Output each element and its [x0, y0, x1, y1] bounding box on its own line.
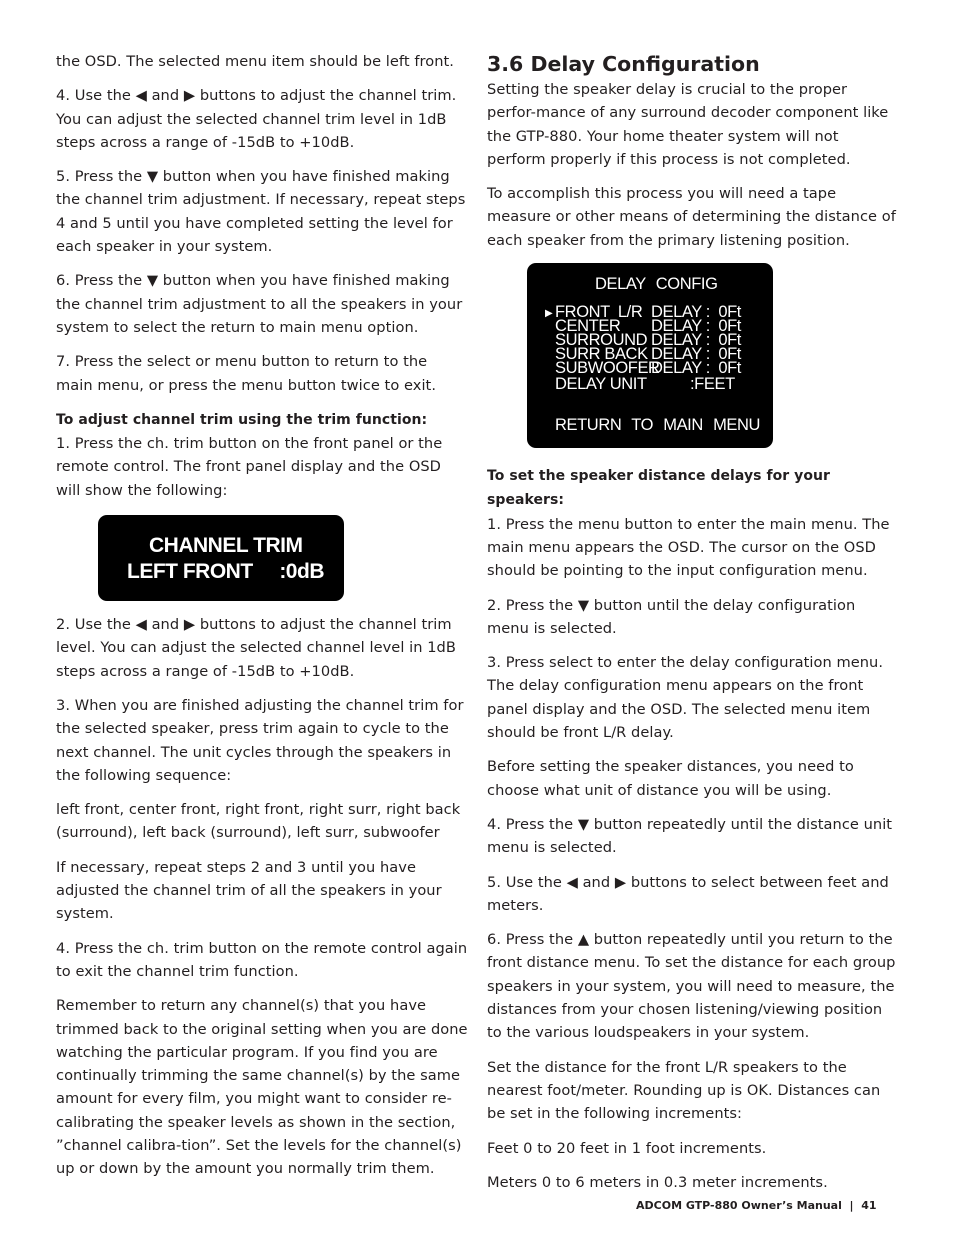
paragraph: left front, center front, right front, right surr, right back (surround), left back (surround), left surr, subwoofer	[56, 801, 461, 842]
paragraph: 1. Press the menu button to enter the main menu. The main menu appears the OSD. The cursor on the OSD should be pointing to the input configuration menu.	[487, 515, 890, 580]
paragraph: 3. Press select to enter the delay configuration menu. The delay configuration menu appears on the front panel display and the OSD. The selected menu item should be front L/R delay.	[487, 654, 884, 742]
osd-row: SURROUND DELAY : 0Ft	[555, 331, 741, 350]
osd-line-2: LEFT FRONT :0dB	[127, 560, 324, 584]
paragraph: 1. Press the ch. trim button on the front panel or the remote control. The front panel display and the OSD will show the following:	[56, 435, 443, 499]
delay-config-osd-display	[527, 263, 773, 448]
osd-row: CENTER DELAY : 0Ft	[555, 317, 741, 336]
paragraph: 2. Use the ◀ and ▶ buttons to adjust the channel trim level. You can adjust the selected channel level in 1dB steps across a range of -15dB to +10dB.	[56, 616, 456, 680]
paragraph: Before setting the speaker distances, you need to choose what unit of distance you will be using.	[487, 758, 854, 799]
paragraph: Feet 0 to 20 feet in 1 foot increments.	[487, 1139, 767, 1157]
osd-rows	[555, 303, 741, 378]
osd-row: SUBWOOFER DELAY : 0Ft	[555, 359, 741, 378]
paragraph: 7. Press the select or menu button to return to the main menu, or press the menu button twice to exit.	[56, 353, 437, 394]
paragraph: To accomplish this process you will need a tape measure or other means of determining the distance of each speaker from the primary listening position.	[487, 185, 896, 249]
paragraph: the OSD. The selected menu item should be left front.	[56, 53, 454, 70]
paragraph: 5. Use the ◀ and ▶ buttons to select between feet and meters.	[487, 873, 889, 914]
osd-return-option: RETURN TO MAIN MENU	[555, 416, 761, 435]
distance-delays-heading: To set the speaker distance delays for your speakers:	[487, 468, 830, 509]
distance-delays-section	[487, 464, 899, 582]
paragraph: 4. Press the ▼ button repeatedly until the distance unit menu is selected.	[487, 815, 893, 857]
paragraph: 6. Press the ▲ button repeatedly until you return to the front distance menu. To set the distance for each group speakers in your system, you will need to measure, the distances from your chosen listening/viewing position to the various loudspeakers in your system.	[487, 931, 896, 1042]
osd-line-1: CHANNEL TRIM	[149, 534, 303, 558]
trim-function-section	[56, 408, 468, 502]
section-heading: 3.6 Delay Configuration	[487, 52, 760, 76]
right-column	[487, 50, 899, 1205]
osd-unit-value: :FEET	[690, 375, 735, 394]
paragraph: If necessary, repeat steps 2 and 3 until you have adjusted the channel trim of all the speakers in your system.	[56, 858, 442, 923]
paragraph: 5. Press the ▼ button when you have finished making the channel trim adjustment. If necessary, repeat steps 4 and 5 until you have completed setting the level for each speaker in your system.	[56, 168, 466, 256]
channel-trim-osd-display	[98, 515, 344, 601]
paragraph: 4. Press the ch. trim button on the remote control again to exit the channel trim function.	[56, 939, 468, 980]
cursor-icon: ▶	[545, 308, 553, 320]
osd-title: DELAY CONFIG	[595, 275, 718, 294]
paragraph: Remember to return any channel(s) that you have trimmed back to the original setting when you are done watching the particular program. If you find you are continually trimming the same channel(s) by the same amount for every film, you might want to consider re-calibrating the speaker levels as shown in the section, ”channel calibra-tion”. Set the levels for the channel(s) up or down by the amount you normally trim them.	[56, 997, 468, 1178]
paragraph: 4. Use the ◀ and ▶ buttons to adjust the channel trim. You can adjust the selected channel trim level in 1dB steps across a range of -15dB to +10dB.	[56, 87, 457, 151]
page-footer: ADCOM GTP-880 Owner’s Manual | 41	[636, 1199, 877, 1212]
paragraph: 2. Press the ▼ button until the delay configuration menu is selected.	[487, 596, 856, 637]
paragraph: Set the distance for the front L/R speakers to the nearest foot/meter. Rounding up is OK. Distances can be set in the following increments:	[487, 1058, 881, 1123]
osd-row: FRONT L/R DELAY : 0Ft	[555, 303, 741, 322]
paragraph: 3. When you are finished adjusting the channel trim for the selected speaker, press trim again to cycle to the next channel. The unit cycles through the speakers in the following sequence:	[56, 696, 464, 784]
paragraph: Meters 0 to 6 meters in 0.3 meter increments.	[487, 1173, 828, 1191]
paragraph: Setting the speaker delay is crucial to the proper perfor-mance of any surround decoder component like the GTP-880. Your home theater system will not perform properly if this process is not completed.	[487, 81, 889, 168]
osd-row: SURR BACK DELAY : 0Ft	[555, 345, 741, 364]
trim-function-heading: To adjust channel trim using the trim function:	[56, 411, 428, 428]
left-column	[56, 50, 468, 1192]
paragraph: 6. Press the ▼ button when you have finished making the channel trim adjustment to all the speakers in your system to select the return to main menu option.	[56, 272, 463, 336]
osd-unit-label: DELAY UNIT	[555, 375, 647, 394]
